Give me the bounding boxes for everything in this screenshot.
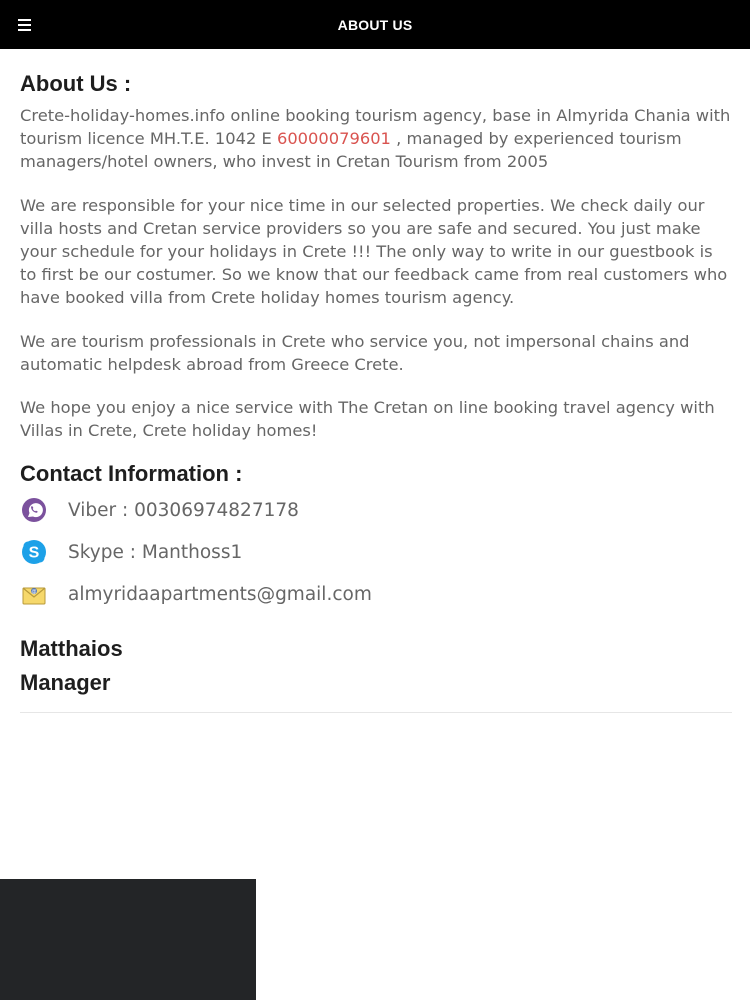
contact-viber[interactable] [20,490,732,530]
about-paragraph-1 [20,104,732,174]
about-us-heading: About Us : [20,71,132,96]
about-paragraph-3: We are tourism professionals in Crete who service you, not impersonal chains and automatic helpdesk abroad from Greece Crete. [20,331,690,374]
about-paragraph-2: We are responsible for your nice time in our selected properties. We check daily our villa hosts and Cretan service providers so you are safe and secured. You just make your schedule for your holidays in Crete !!! The only way to write in our guestbook is to first be our costumer. So we know that our feedback came from real customers who have booked villa from Crete holiday homes tourism agency. [20,195,728,308]
viber-number: Viber : 00306974827178 [68,499,299,521]
email-envelope-icon [20,580,48,608]
svg-text:@: @ [31,589,37,596]
skype-icon [20,538,48,566]
about-paragraph-1-text-start: Crete-holiday-homes.info online booking tourism agency, base in Almyrida Chania with tourism licence MH.T.E. 1042 E [20,106,731,149]
contact-email[interactable] [20,574,732,614]
hamburger-menu-icon[interactable] [18,15,38,35]
dark-overlay-panel [0,879,256,1000]
email-address: almyridaapartments@gmail.com [68,583,372,605]
svg-text:S: S [28,544,40,562]
contact-skype[interactable] [20,532,732,572]
page-title: ABOUT US [337,16,413,33]
skype-username: Skype : Manthoss1 [68,541,243,563]
manager-name: Matthaios [20,636,123,662]
top-app-bar [0,0,750,49]
manager-role: Manager [20,670,111,696]
signature-block [20,632,732,700]
licence-number[interactable]: 60000079601 [276,129,391,149]
about-paragraph-4: We hope you enjoy a nice service with The Cretan on line booking travel agency with Villas in Crete, Crete holiday homes! [20,398,715,441]
contact-information-heading: Contact Information : [20,461,243,487]
viber-icon [20,496,48,524]
content-divider [20,712,732,713]
about-paragraph-1-text-end: , managed by experienced tourism managers/hotel owners, who invest in Cretan Tourism from 2005 [20,129,682,172]
about-content [20,49,732,713]
